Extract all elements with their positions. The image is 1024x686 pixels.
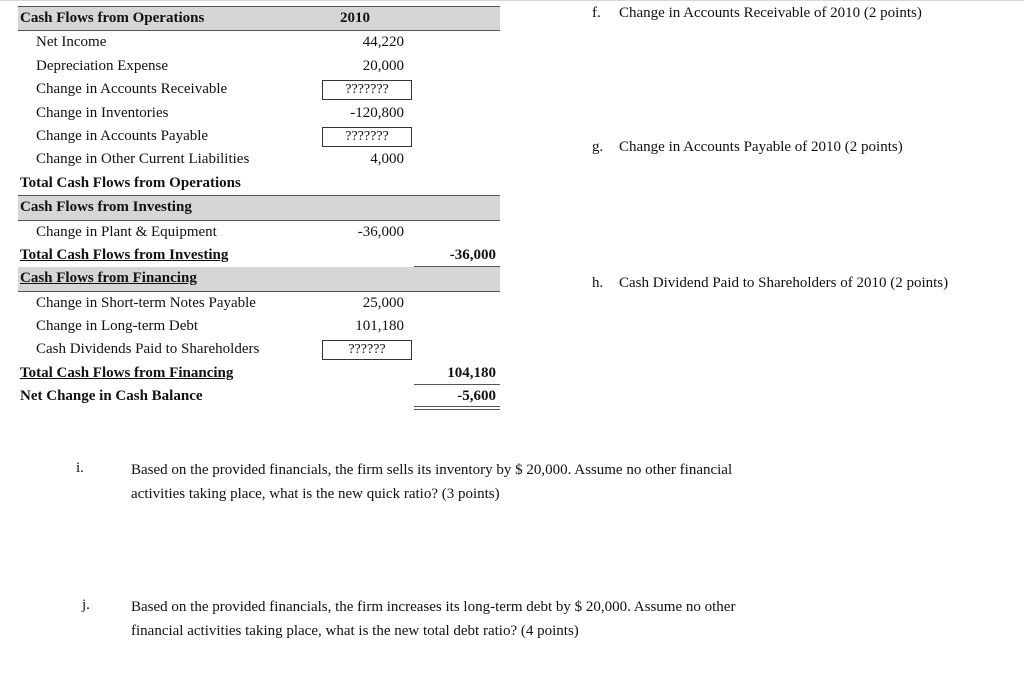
short-term-notes-value: 25,000 — [362, 294, 404, 311]
net-change-row — [18, 385, 500, 408]
question-j-line-1: Based on the provided financials, the firm increases its long-term debt by $ 20,000. Assume no other — [131, 599, 736, 615]
net-change-label: Net Change in Cash Balance — [20, 388, 203, 405]
total-financing-value: 104,180 — [447, 364, 496, 381]
inventories-value: -120,800 — [350, 104, 404, 121]
table-row — [18, 125, 500, 148]
total-investing-value: -36,000 — [449, 246, 496, 263]
table-row — [18, 78, 500, 101]
operations-header-row — [18, 6, 500, 31]
financing-header-row — [18, 267, 500, 291]
depreciation-value: 20,000 — [362, 57, 404, 74]
cash-flow-table — [18, 6, 500, 409]
table-row — [18, 338, 500, 361]
other-liabilities-value: 4,000 — [370, 151, 404, 168]
question-h-letter: h. — [592, 275, 604, 291]
total-operations-label: Total Cash Flows from Operations — [20, 174, 241, 191]
accounts-receivable-unknown-box: ??????? — [322, 80, 412, 100]
question-j-line-2: financial activities taking place, what is the new total debt ratio? (4 points) — [131, 623, 579, 639]
question-i-line-1: Based on the provided financials, the firm sells its inventory by $ 20,000. Assume no other financial — [131, 462, 733, 478]
table-row — [18, 55, 500, 78]
question-j-letter: j. — [82, 597, 90, 613]
investing-header: Cash Flows from Investing — [20, 199, 192, 216]
net-income-value: 44,220 — [362, 34, 404, 51]
net-income-label: Net Income — [36, 34, 107, 51]
question-j-text — [131, 595, 851, 643]
top-rule — [0, 0, 1024, 1]
table-row — [18, 292, 500, 315]
plant-equipment-value: -36,000 — [357, 223, 404, 240]
table-row — [18, 315, 500, 338]
operations-header: Cash Flows from Operations — [20, 10, 205, 26]
question-g-text: Change in Accounts Payable of 2010 (2 points) — [619, 139, 903, 155]
net-change-value: -5,600 — [457, 388, 496, 405]
question-h-text: Cash Dividend Paid to Shareholders of 2010 (2 points) — [619, 275, 949, 291]
long-term-debt-value: 101,180 — [355, 318, 404, 335]
inventories-label: Change in Inventories — [36, 104, 169, 121]
other-liabilities-label: Change in Other Current Liabilities — [36, 151, 250, 168]
year-header: 2010 — [340, 10, 370, 26]
table-row — [18, 221, 500, 244]
net-change-double-rule-1 — [414, 406, 500, 407]
accounts-payable-unknown-box: ??????? — [322, 127, 412, 147]
investing-header-row — [18, 195, 500, 220]
net-change-double-rule-2 — [414, 409, 500, 410]
financing-header: Cash Flows from Financing — [20, 270, 197, 287]
table-row — [18, 148, 500, 171]
total-investing-row — [18, 244, 500, 267]
question-i-text — [131, 458, 851, 506]
depreciation-label: Depreciation Expense — [36, 57, 169, 74]
table-row — [18, 31, 500, 54]
total-financing-label: Total Cash Flows from Financing — [20, 364, 234, 381]
accounts-receivable-label: Change in Accounts Receivable — [36, 81, 228, 98]
accounts-payable-label: Change in Accounts Payable — [36, 127, 209, 144]
dividends-label: Cash Dividends Paid to Shareholders — [36, 341, 260, 358]
question-f-letter: f. — [592, 5, 601, 21]
question-i-line-2: activities taking place, what is the new quick ratio? (3 points) — [131, 486, 500, 502]
total-investing-label: Total Cash Flows from Investing — [20, 246, 229, 263]
long-term-debt-label: Change in Long-term Debt — [36, 318, 199, 335]
total-operations-row — [18, 172, 500, 195]
question-g-letter: g. — [592, 139, 604, 155]
question-i-letter: i. — [76, 460, 84, 476]
total-financing-row — [18, 362, 500, 385]
short-term-notes-label: Change in Short-term Notes Payable — [36, 294, 256, 311]
table-row — [18, 102, 500, 125]
question-f-text: Change in Accounts Receivable of 2010 (2 points) — [619, 5, 922, 21]
dividends-unknown-box: ?????? — [322, 340, 412, 360]
plant-equipment-label: Change in Plant & Equipment — [36, 223, 217, 240]
